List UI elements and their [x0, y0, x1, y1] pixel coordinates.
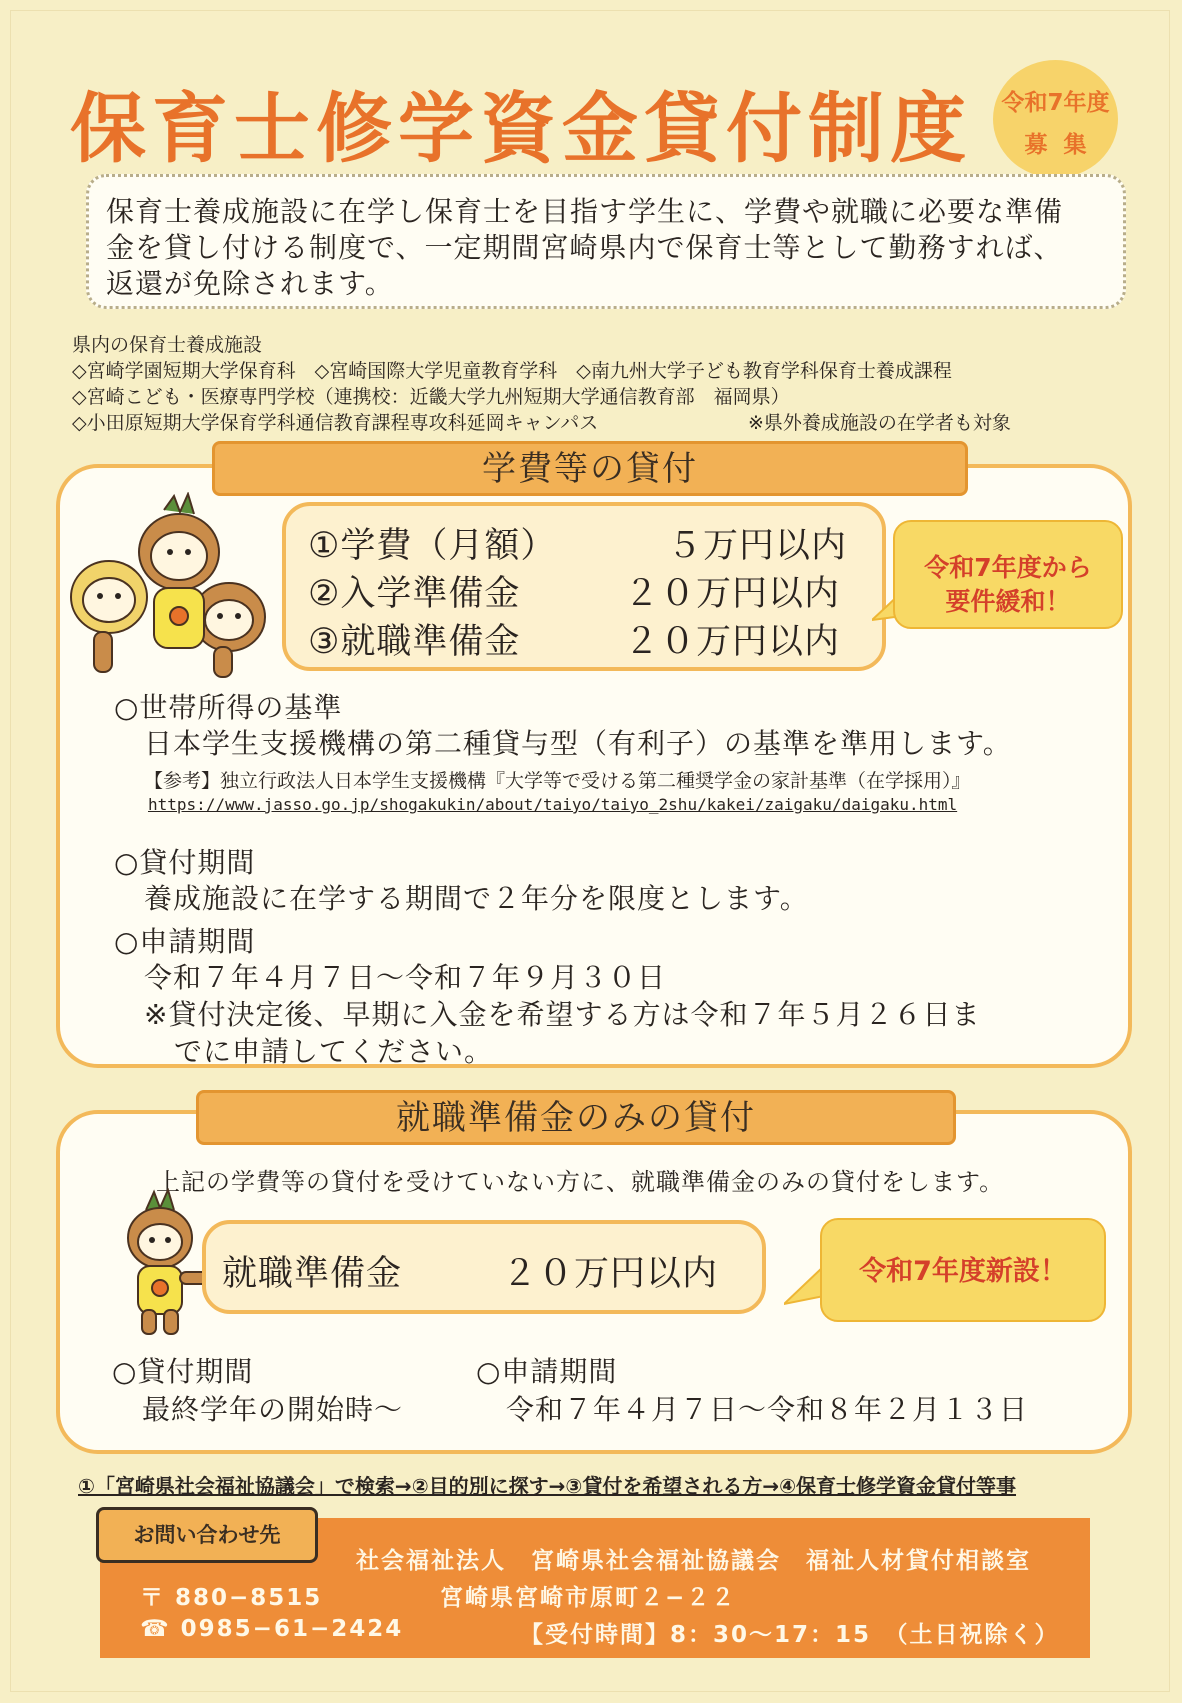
- loan-item-2-label: ②入学準備金: [308, 574, 521, 614]
- contact-organization: 社会福祉法人 宮崎県社会福祉協議会 福祉人材貸付相談室: [356, 1548, 1031, 1574]
- loan-item-2-amount: ２０万円以内: [624, 574, 841, 614]
- employment-apply-heading: ○申請期間: [476, 1355, 618, 1388]
- loan-period-heading: ○貸付期間: [114, 846, 256, 879]
- employment-loan-title: 就職準備金のみの貸付: [196, 1090, 956, 1145]
- loan-item-3-amount: ２０万円以内: [624, 622, 841, 662]
- facilities-line-3: ◇小田原短期大学保育学科通信教育課程専攻科延岡キャンパス: [72, 412, 599, 434]
- intro-line-1: 保育士養成施設に在学し保育士を目指す学生に、学費や就職に必要な準備: [106, 195, 1064, 228]
- callout-line-2: 要件緩和！: [945, 587, 1071, 616]
- employment-period-text: 最終学年の開始時～: [142, 1393, 404, 1426]
- reference-text: 【参考】独立行政法人日本学生支援機構『大学等で受ける第二種奨学金の家計基準（在学採用）』: [144, 770, 971, 792]
- contact-postal-code: 〒 880−8515: [140, 1585, 323, 1611]
- contact-hours: 【受付時間】8：30～17：15 （土日祝除く）: [520, 1622, 1060, 1648]
- loan-item-1-amount: ５万円以内: [667, 526, 848, 566]
- page-title: 保育士修学資金貸付制度: [70, 84, 972, 173]
- callout-line-1: 令和7年度から: [924, 553, 1092, 582]
- intro-line-3: 返還が免除されます。: [106, 267, 394, 300]
- loan-item-3-label: ③就職準備金: [308, 622, 521, 662]
- year-badge-line2: 募集: [1024, 132, 1103, 158]
- year-badge-line1: 令和7年度: [1001, 90, 1110, 116]
- tuition-loan-title: 学費等の貸付: [212, 441, 968, 496]
- facilities-line-2: ◇宮崎こども・医療専門学校（連携校：近畿大学九州短期大学通信教育部 福岡県）: [72, 386, 790, 408]
- search-steps: ①「宮崎県社会福祉協議会」で検索→②目的別に探す→③貸付を希望される方→④保育士修学資金貸付等事: [78, 1474, 1017, 1498]
- intro-line-2: 金を貸し付ける制度で、一定期間宮崎県内で保育士等として勤務すれば、: [106, 231, 1063, 264]
- loan-period-text: 養成施設に在学する期間で２年分を限度とします。: [144, 882, 809, 915]
- employment-apply-text: 令和７年４月７日～令和８年２月１３日: [506, 1393, 1029, 1426]
- apply-period-heading: ○申請期間: [114, 925, 256, 958]
- income-text: 日本学生支援機構の第二種貸与型（有利子）の基準を準用します。: [144, 727, 1012, 760]
- contact-address: 宮崎県宮崎市原町２−２２: [440, 1585, 737, 1611]
- mascot-group-icon: [54, 492, 284, 682]
- employment-item-label: 就職準備金: [222, 1254, 403, 1294]
- facilities-line-1: ◇宮崎学園短期大学保育科 ◇宮崎国際大学児童教育学科 ◇南九州大学子ども教育学科保育士養成課程: [72, 360, 952, 382]
- new-program-callout: 令和7年度新設！: [820, 1218, 1106, 1322]
- employment-period-heading: ○貸付期間: [112, 1355, 254, 1388]
- apply-note-line-1: ※貸付決定後、早期に入金を希望する方は令和７年５月２６日ま: [144, 998, 981, 1031]
- contact-label: お問い合わせ先: [96, 1507, 318, 1563]
- employment-loan-intro: 上記の学費等の貸付を受けていない方に、就職準備金のみの貸付をします。: [156, 1168, 1005, 1196]
- mascot-pointing-icon: [110, 1188, 210, 1338]
- apply-period-text: 令和７年４月７日～令和７年９月３０日: [144, 961, 667, 994]
- facilities-heading: 県内の保育士養成施設: [72, 334, 263, 356]
- facilities-note: ※県外養成施設の在学者も対象: [748, 412, 1011, 434]
- callout-pointer-icon: [784, 1266, 824, 1306]
- contact-phone[interactable]: ☎ 0985−61−2424: [140, 1616, 404, 1642]
- employment-item-amount: ２０万円以内: [502, 1254, 719, 1294]
- requirement-relaxed-callout: [893, 520, 1123, 629]
- jasso-link[interactable]: https://www.jasso.go.jp/shogakukin/about/taiyo/taiyo_2shu/kakei/zaigaku/daigaku.html: [148, 795, 958, 814]
- year-badge: [993, 60, 1118, 178]
- income-heading: ○世帯所得の基準: [114, 691, 343, 724]
- apply-note-line-2: でに申請してください。: [174, 1035, 494, 1068]
- loan-item-1-label: ①学費（月額）: [308, 526, 557, 566]
